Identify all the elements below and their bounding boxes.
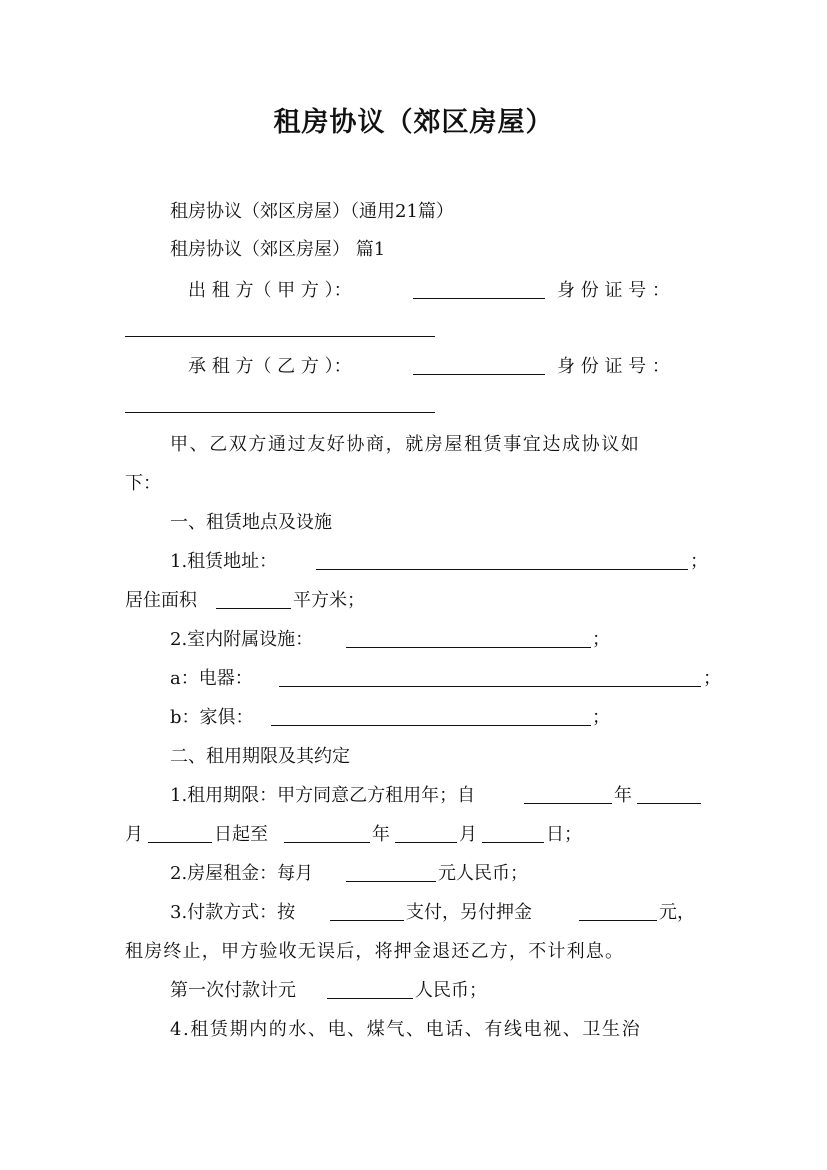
term-end-month-char: 月 bbox=[459, 824, 477, 845]
appliance-blank[interactable] bbox=[279, 668, 701, 687]
term-day-from: 日起至 bbox=[214, 824, 268, 845]
term-label: 1.租用期限：甲方同意乙方租用年；自 bbox=[170, 785, 476, 806]
lessor-name-blank[interactable] bbox=[413, 280, 545, 299]
term-day-end: 日； bbox=[546, 824, 582, 845]
term-start-year-blank[interactable] bbox=[524, 785, 612, 804]
document-title: 租房协议（郊区房屋） bbox=[273, 107, 554, 138]
payment-label: 3.付款方式：按 bbox=[170, 902, 296, 923]
deposit-blank[interactable] bbox=[579, 902, 657, 921]
deposit-note: 租房终止，甲方验收无误后，将押金退还乙方，不计利息。 bbox=[125, 941, 625, 962]
appliance-label: a：电器： bbox=[170, 668, 253, 689]
facilities-semicolon: ； bbox=[592, 629, 610, 650]
facilities-label: 2.室内附属设施： bbox=[170, 629, 314, 650]
term-month-char: 月 bbox=[125, 824, 143, 845]
address-label: 1.租赁地址： bbox=[170, 551, 278, 572]
furniture-blank[interactable] bbox=[271, 707, 591, 726]
rent-unit: 元人民币； bbox=[438, 863, 528, 884]
term-end-year-char: 年 bbox=[372, 824, 390, 845]
furniture-label: b：家俱： bbox=[170, 707, 254, 728]
lessor-id-blank[interactable] bbox=[125, 318, 435, 337]
lessee-name-blank[interactable] bbox=[413, 356, 545, 375]
lessee-label: 承 租 方（ 乙 方 ）： bbox=[188, 356, 352, 377]
lessor-label: 出 租 方（ 甲 方 ）： bbox=[188, 280, 352, 301]
rent-label: 2.房屋租金：每月 bbox=[170, 863, 314, 884]
lessor-line bbox=[188, 278, 352, 304]
term-end-month-blank[interactable] bbox=[395, 824, 457, 843]
payment-method-blank[interactable] bbox=[330, 902, 404, 921]
term-end-day-blank[interactable] bbox=[482, 824, 544, 843]
term-start-month-blank[interactable] bbox=[637, 785, 701, 804]
chapter-heading: 租房协议（郊区房屋） 篇1 bbox=[170, 239, 386, 260]
payment-deposit-label: 支付，另付押金 bbox=[406, 902, 532, 923]
address-blank[interactable] bbox=[316, 551, 688, 570]
subtitle: 租房协议（郊区房屋）（通用21篇） bbox=[170, 201, 454, 222]
section-2-heading: 二、租用期限及其约定 bbox=[170, 746, 350, 767]
area-label: 居住面积 bbox=[125, 590, 197, 611]
first-payment-label: 第一次付款计元 bbox=[170, 980, 296, 1001]
term-end-year-blank[interactable] bbox=[284, 824, 370, 843]
section-1-heading: 一、租赁地点及设施 bbox=[170, 512, 332, 533]
furniture-semicolon: ； bbox=[592, 707, 610, 728]
area-unit: 平方米； bbox=[293, 590, 365, 611]
first-payment-blank[interactable] bbox=[327, 980, 413, 999]
term-year-char: 年 bbox=[614, 785, 632, 806]
payment-unit: 元， bbox=[659, 902, 695, 923]
facilities-blank[interactable] bbox=[346, 629, 591, 648]
term-start-day-blank[interactable] bbox=[148, 824, 212, 843]
intro-paragraph-line2: 下： bbox=[125, 473, 161, 494]
lessee-id-label: 身 份 证 号 ： bbox=[557, 356, 670, 377]
rent-blank[interactable] bbox=[346, 863, 436, 882]
lessee-id-blank[interactable] bbox=[125, 394, 435, 413]
lessee-line bbox=[188, 354, 352, 380]
lessor-id-label: 身 份 证 号 ： bbox=[557, 280, 670, 301]
intro-paragraph-line1: 甲、乙双方通过友好协商，就房屋租赁事宜达成协议如 bbox=[170, 434, 641, 455]
area-blank[interactable] bbox=[216, 590, 291, 609]
address-semicolon: ； bbox=[690, 551, 708, 572]
appliance-semicolon: ； bbox=[703, 668, 721, 689]
utilities-clause: 4.租赁期内的水、电、煤气、电话、有线电视、卫生治 bbox=[170, 1019, 642, 1040]
first-payment-unit: 人民币； bbox=[415, 980, 487, 1001]
